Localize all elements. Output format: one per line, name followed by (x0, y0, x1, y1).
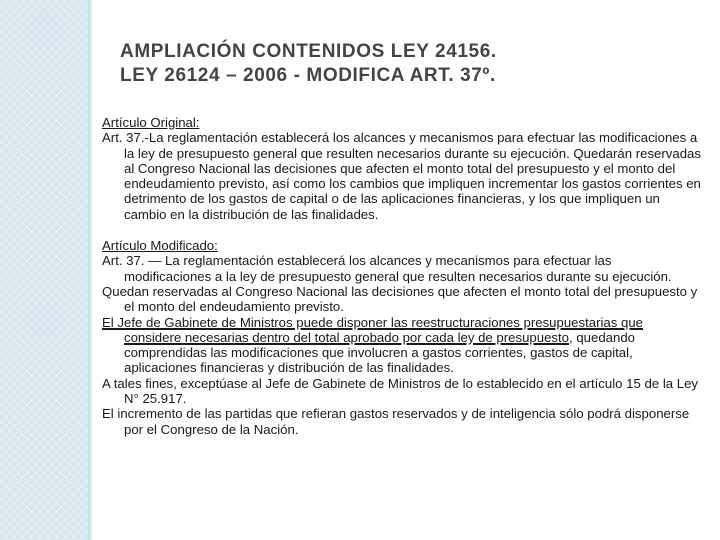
modified-article-paragraph-3 (102, 315, 702, 376)
modified-article-paragraph-1: Art. 37. — La reglamentación establecerá los alcances y mecanismos para efectuar las modificaciones a la ley de presupuesto general que resulten necesarios durante su ejecución. (102, 253, 672, 284)
original-article-text: Art. 37.-La reglamentación establecerá los alcances y mecanismos para efectuar las modificaciones a la ley de presupuesto general que resulten necesarios durante su ejecución. Quedarán reservadas al Congreso Nacional las decisiones que afecten el monto total del presupuesto y el monto del endeudamiento previsto, así como los cambios que impliquen incrementar los gastos corrientes en detrimento de los gastos de capital o de las aplicaciones financieras, y los que impliquen un cambio en la distribución de las finalidades. (102, 130, 701, 222)
paragraph-3-rest: , quedando comprendidas las modificaciones que involucren a gastos corrientes, gastos de capital, aplicaciones financieras y distribución de las finalidades. (124, 329, 636, 376)
decorative-side-band (0, 0, 88, 540)
slide-body (102, 115, 702, 437)
underlined-passage: El Jefe de Gabinete de Ministros puede disponer las reestructuraciones presupuestarias que considere necesarias dentro del total aprobado por cada ley de presupuesto (102, 314, 644, 345)
original-article-heading: Artículo Original: (102, 115, 200, 130)
section-gap (102, 222, 702, 238)
side-band-edge (88, 0, 94, 540)
title-line-2: LEY 26124 – 2006 - MODIFICA ART. 37º. (120, 65, 496, 86)
title-line-1: AMPLIACIÓN CONTENIDOS LEY 24156. (120, 41, 497, 62)
modified-article-paragraph-4: A tales fines, exceptúase al Jefe de Gabinete de Ministros de lo establecido en el artículo 15 de la Ley N° 25.917. (102, 375, 699, 407)
modified-article-paragraph-2: Quedan reservadas al Congreso Nacional las decisiones que afecten el monto total del presupuesto y el monto del endeudamiento previsto. (102, 283, 698, 315)
modified-article-paragraph-5: El incremento de las partidas que refieran gastos reservados y de inteligencia sólo podrá disponerse por el Congreso de la Nación. (102, 406, 690, 437)
modified-article-heading: Artículo Modificado: (102, 238, 218, 254)
slide-title (120, 40, 700, 88)
